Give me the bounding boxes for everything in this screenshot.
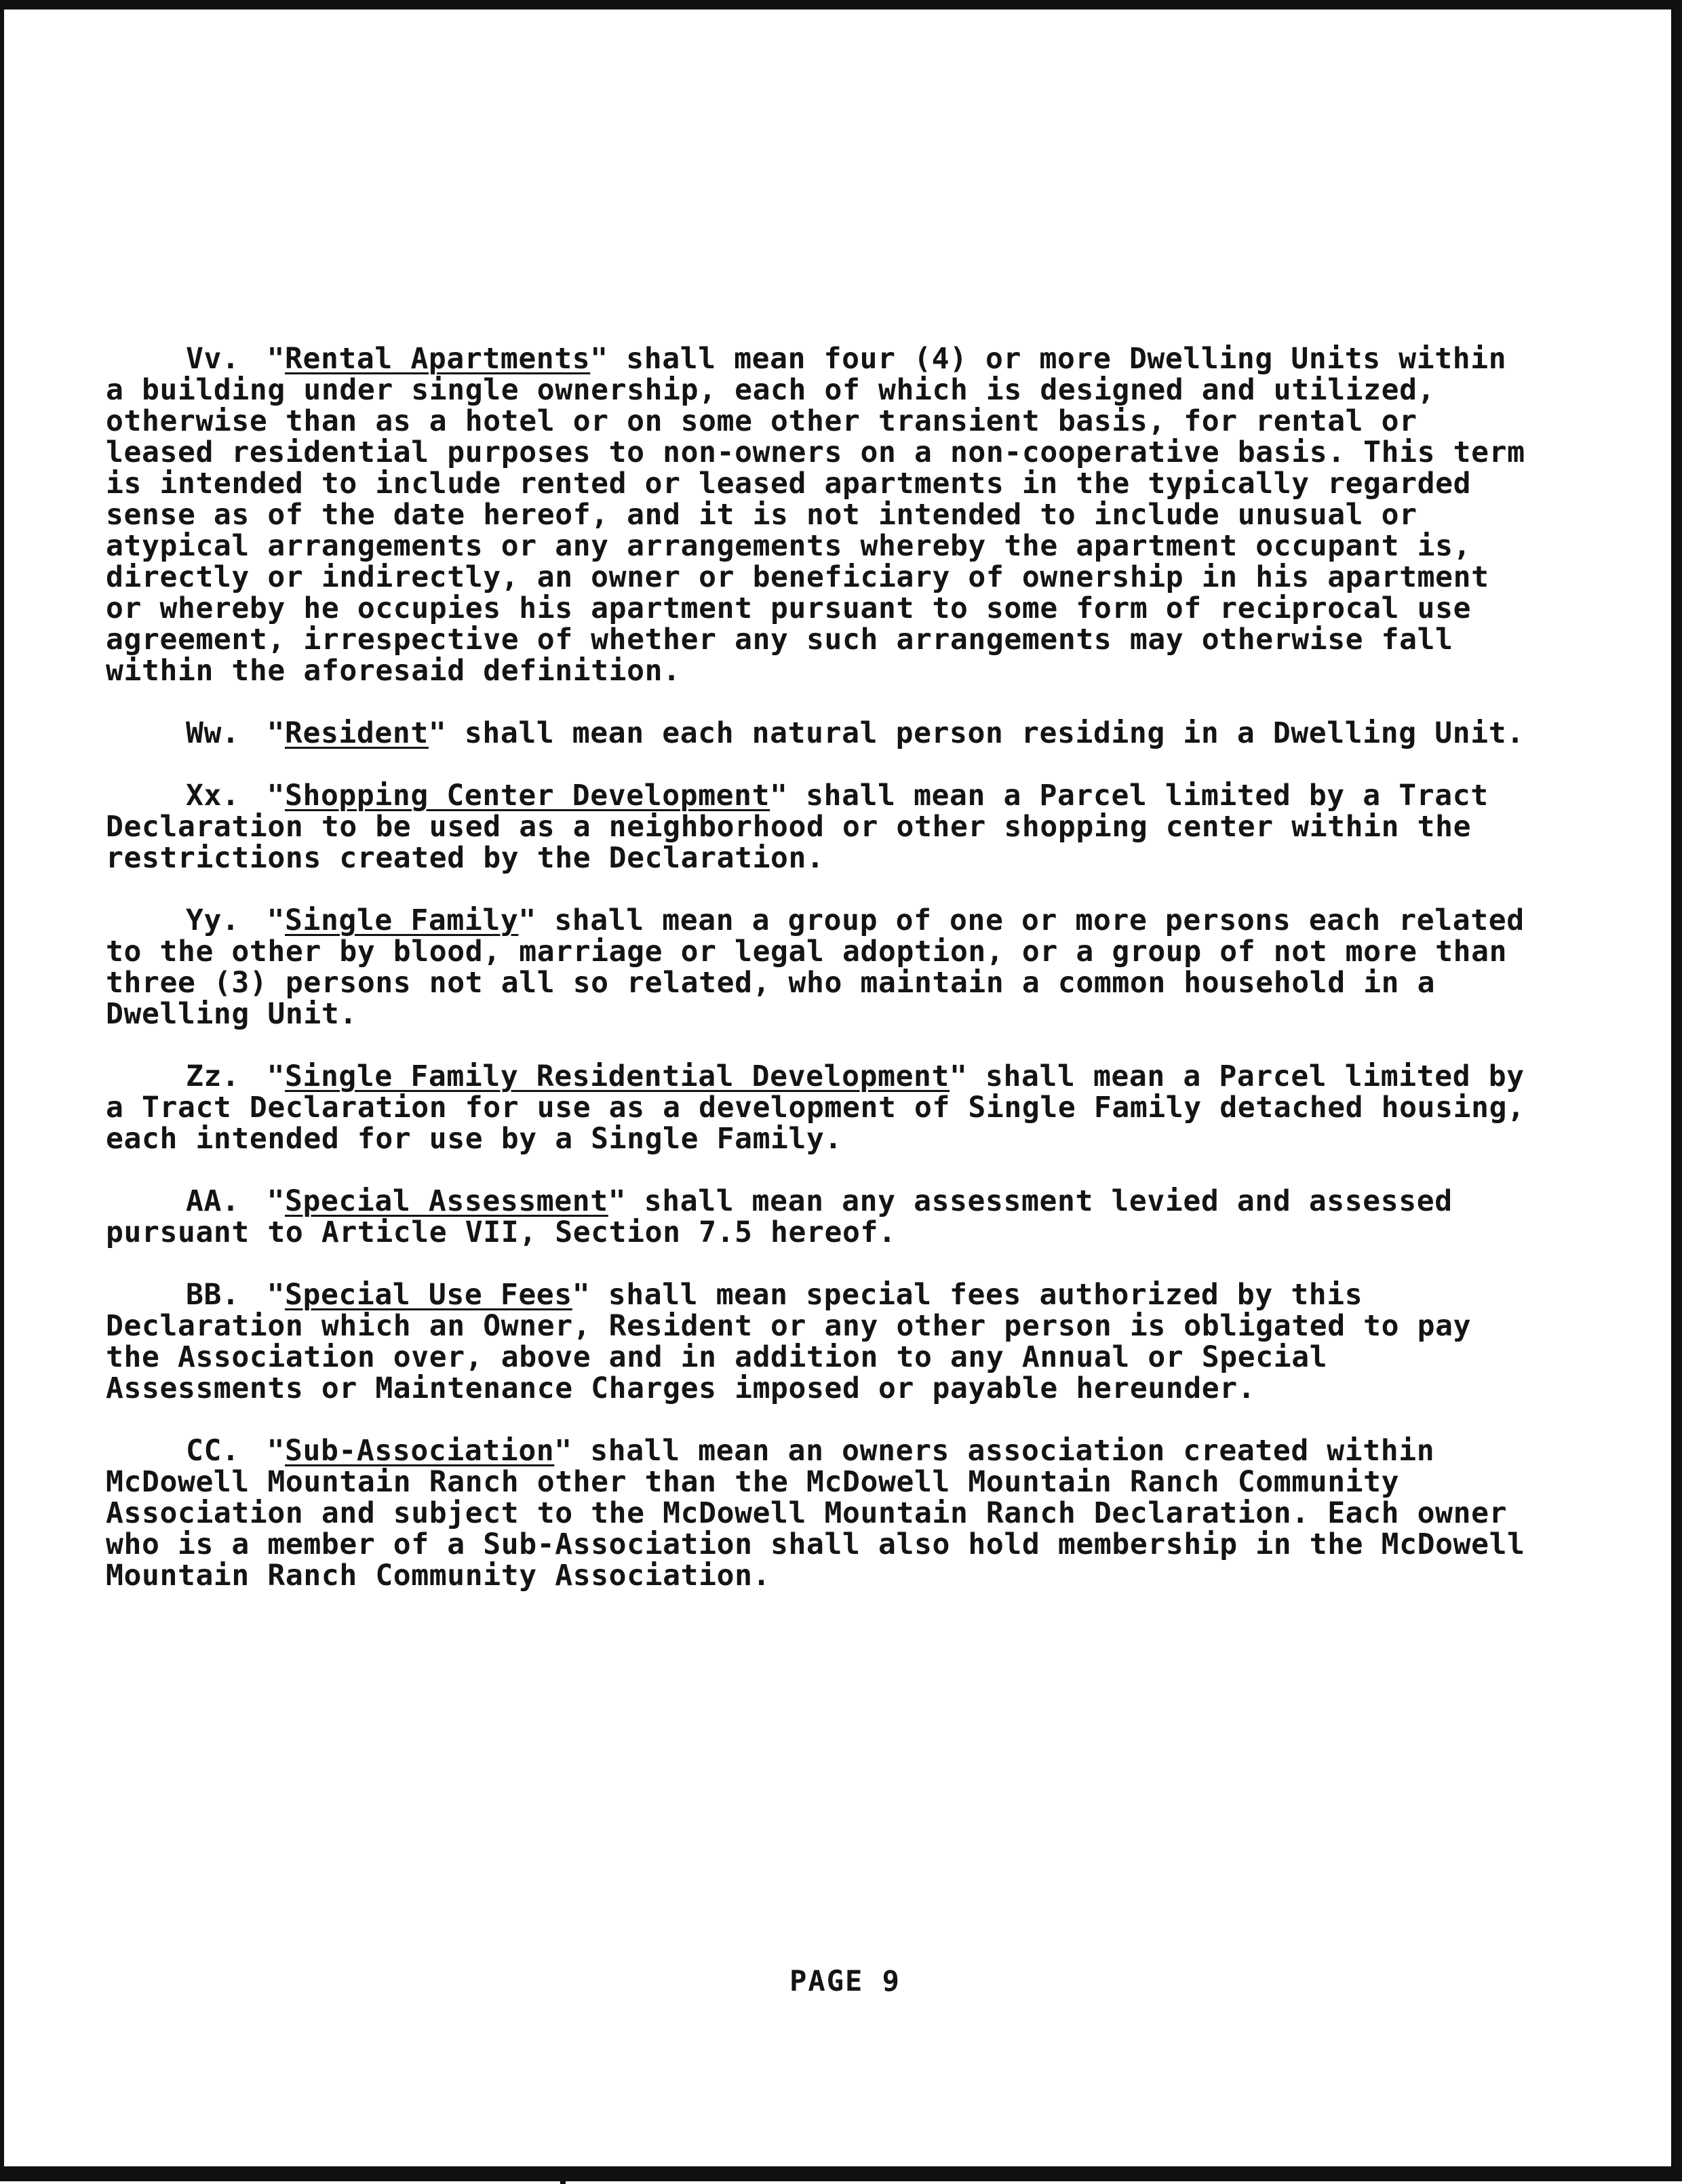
defined-term: Resident	[284, 716, 429, 750]
close-quote: "	[554, 1434, 572, 1468]
open-quote: "	[267, 1278, 285, 1312]
close-quote: "	[428, 716, 447, 750]
open-quote: "	[267, 1184, 285, 1218]
defined-term: Sub-Association	[284, 1434, 555, 1468]
open-quote: "	[267, 1434, 285, 1468]
defined-term: Special Use Fees	[284, 1278, 572, 1312]
close-quote: "	[608, 1184, 627, 1218]
defined-term: Shopping Center Development	[284, 779, 770, 813]
definition-label: Ww.	[186, 716, 240, 750]
definition-label: Yy.	[186, 903, 240, 937]
page-number: PAGE 9	[789, 1964, 901, 1997]
definition-text: shall mean a group of one or more persons each related to the other by blood, marriage or legal adoption, or a group of not more than three (3) persons not all so related, who maintain a common household in a Dwelling Unit.	[106, 903, 1525, 1031]
open-quote: "	[267, 779, 285, 813]
open-quote: "	[267, 716, 285, 750]
definition-label: Vv.	[186, 342, 240, 376]
open-quote: "	[267, 903, 285, 937]
defined-term: Single Family	[284, 903, 519, 937]
definition-text: shall mean special fees authorized by this Declaration which an Owner, Resident or any other person is obligated to pay the Association over, above and in addition to any Annual or Special Assessments or Maintenance Charges imposed or payable hereunder.	[106, 1278, 1472, 1405]
open-quote: "	[267, 342, 285, 376]
definition-yy	[106, 905, 1530, 1030]
open-quote: "	[267, 1059, 285, 1093]
close-quote: "	[518, 903, 536, 937]
definition-label: BB.	[186, 1278, 240, 1312]
definition-aa	[106, 1186, 1530, 1248]
definition-text: shall mean a Parcel limited by a Tract Declaration for use as a development of Single Family detached housing, each intended for use by a Single Family.	[106, 1059, 1525, 1156]
definition-text: shall mean any assessment levied and assessed pursuant to Article VII, Section 7.5 hereof.	[106, 1184, 1453, 1249]
definition-ww	[106, 718, 1530, 749]
close-quote: "	[950, 1059, 968, 1093]
definition-bb	[106, 1279, 1530, 1404]
defined-term: Rental Apartments	[284, 342, 591, 376]
definition-label: CC.	[186, 1434, 240, 1468]
definition-zz	[106, 1061, 1530, 1154]
definition-text: shall mean an owners association created within McDowell Mountain Ranch other than the McDowell Mountain Ranch Community Association and subject to the McDowell Mountain Ranch Declaration. Each owner who is a member of a Sub-Association shall also hold membership in the McDowell Mountain Ranch Community Association.	[106, 1434, 1525, 1593]
close-quote: "	[590, 342, 608, 376]
close-quote: "	[770, 779, 788, 813]
defined-term: Special Assessment	[284, 1184, 608, 1218]
definition-text: shall mean a Parcel limited by a Tract Declaration to be used as a neighborhood or other shopping center within the restrictions created by the Declaration.	[106, 779, 1489, 875]
definition-label: Xx.	[186, 779, 240, 813]
definition-label: AA.	[186, 1184, 240, 1218]
definition-label: Zz.	[186, 1059, 240, 1093]
defined-term: Single Family Residential Development	[284, 1059, 950, 1093]
definition-text: shall mean each natural person residing in a Dwelling Unit.	[446, 716, 1525, 750]
definitions-list	[106, 343, 1530, 1622]
definition-text: shall mean four (4) or more Dwelling Units within a building under single ownership, each of which is designed and utilized, otherwise than as a hotel or on some other transient basis, for rental or leased residential purposes to non-owners on a non-cooperative basis. This term is intended to include rented or leased apartments in the typically regarded sense as of the date hereof, and it is not intended to include unusual or atypical arrangements or any arrangements whereby the apartment occupant is, directly or indirectly, an owner or beneficiary of ownership in his apartment or whereby he occupies his apartment pursuant to some form of reciprocal use agreement, irrespective of whether any such arrangements may otherwise fall within the aforesaid definition.	[106, 342, 1525, 688]
definition-vv	[106, 343, 1530, 686]
close-quote: "	[572, 1278, 591, 1312]
scan-speck	[560, 2179, 566, 2184]
definition-xx	[106, 780, 1530, 874]
definition-cc	[106, 1435, 1530, 1591]
